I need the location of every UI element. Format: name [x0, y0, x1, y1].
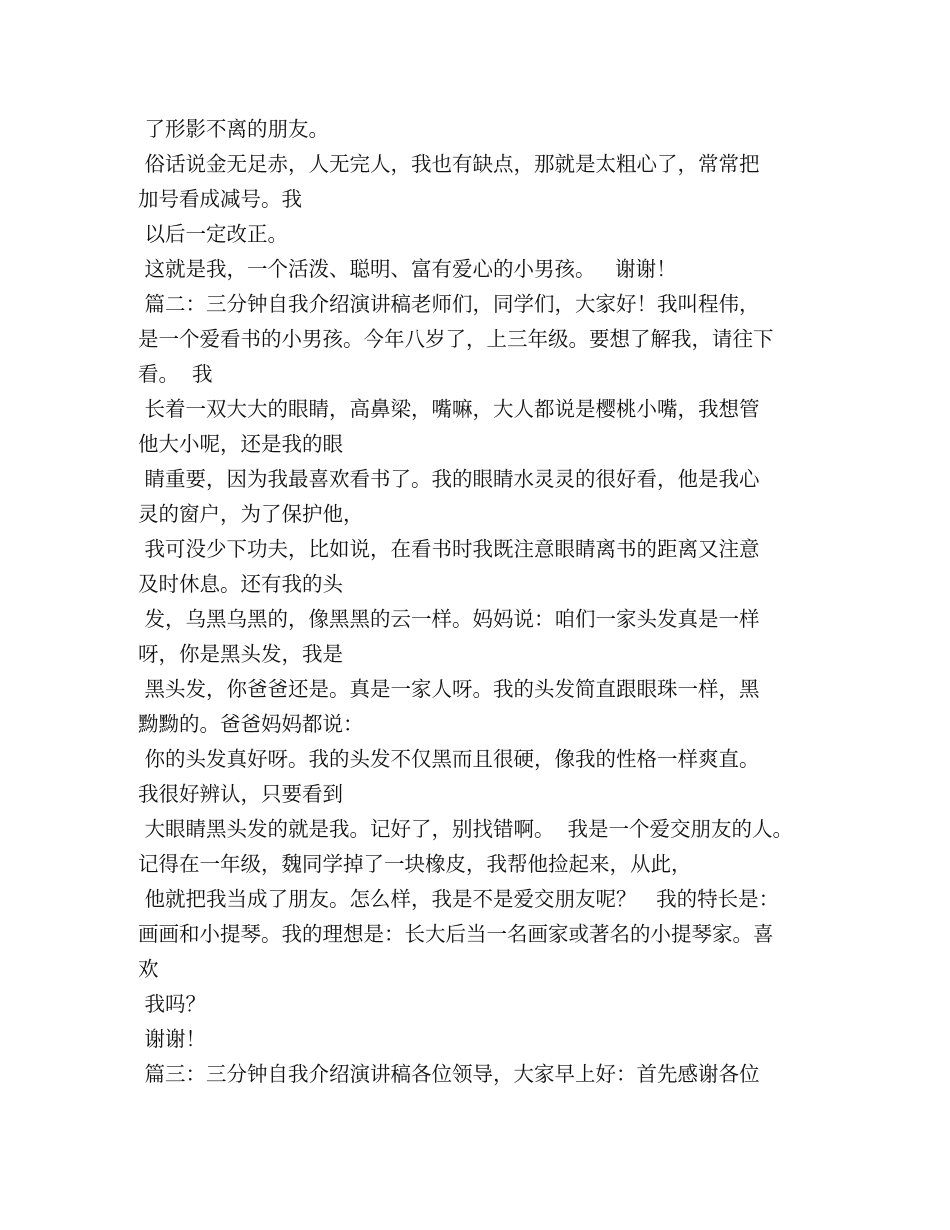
text-line: 看。 我 — [138, 362, 213, 386]
text-line: 灵的窗户，为了保护他， — [138, 502, 364, 526]
text-line: 是一个爱看书的小男孩。今年八岁了，上三年级。要想了解我，请往下 — [138, 327, 774, 351]
text-line: 我吗？ — [138, 992, 207, 1016]
text-line: 谢谢！ — [138, 1027, 207, 1051]
text-line: 他就把我当成了朋友。怎么样，我是不是爱交朋友呢？ 我的特长是： — [138, 887, 780, 911]
text-line: 及时休息。还有我的头 — [138, 572, 343, 596]
text-line: 以后一定改正。 — [138, 222, 289, 246]
text-line: 黝黝的。爸爸妈妈都说： — [138, 712, 364, 736]
text-line: 记得在一年级，魏同学掉了一块橡皮，我帮他捡起来，从此， — [138, 852, 692, 876]
text-line: 篇三：三分钟自我介绍演讲稿各位领导，大家早上好：首先感谢各位 — [138, 1062, 760, 1086]
text-line: 我很好辨认，只要看到 — [138, 782, 343, 806]
text-line: 这就是我，一个活泼、聪明、富有爱心的小男孩。 谢谢！ — [138, 257, 677, 281]
text-line: 发，乌黑乌黑的，像黑黑的云一样。妈妈说：咱们一家头发真是一样 — [138, 607, 760, 631]
text-line: 大眼睛黑头发的就是我。记好了，别找错啊。 我是一个爱交朋友的人。 — [138, 817, 794, 841]
text-line: 你的头发真好呀。我的头发不仅黑而且很硬，像我的性格一样爽直。 — [138, 747, 760, 771]
text-line: 长着一双大大的眼睛，高鼻梁，嘴嘛，大人都说是樱桃小嘴，我想管 — [138, 397, 760, 421]
text-line: 他大小呢，还是我的眼 — [138, 432, 343, 456]
text-line: 加号看成减号。我 — [138, 187, 302, 211]
document-body — [138, 112, 828, 1092]
text-line: 了形影不离的朋友。 — [138, 117, 330, 141]
text-line: 睛重要，因为我最喜欢看书了。我的眼睛水灵灵的很好看，他是我心 — [138, 467, 760, 491]
text-line: 我可没少下功夫，比如说，在看书时我既注意眼睛离书的距离又注意 — [138, 537, 760, 561]
text-line: 俗话说金无足赤，人无完人，我也有缺点，那就是太粗心了，常常把 — [138, 152, 760, 176]
text-line: 呀，你是黑头发，我是 — [138, 642, 343, 666]
text-line: 黑头发，你爸爸还是。真是一家人呀。我的头发简直跟眼珠一样，黑 — [138, 677, 760, 701]
text-line: 篇二：三分钟自我介绍演讲稿老师们，同学们，大家好！我叫程伟， — [138, 292, 760, 316]
text-line: 画画和小提琴。我的理想是：长大后当一名画家或著名的小提琴家。喜 — [138, 922, 774, 946]
text-line: 欢 — [138, 957, 159, 981]
